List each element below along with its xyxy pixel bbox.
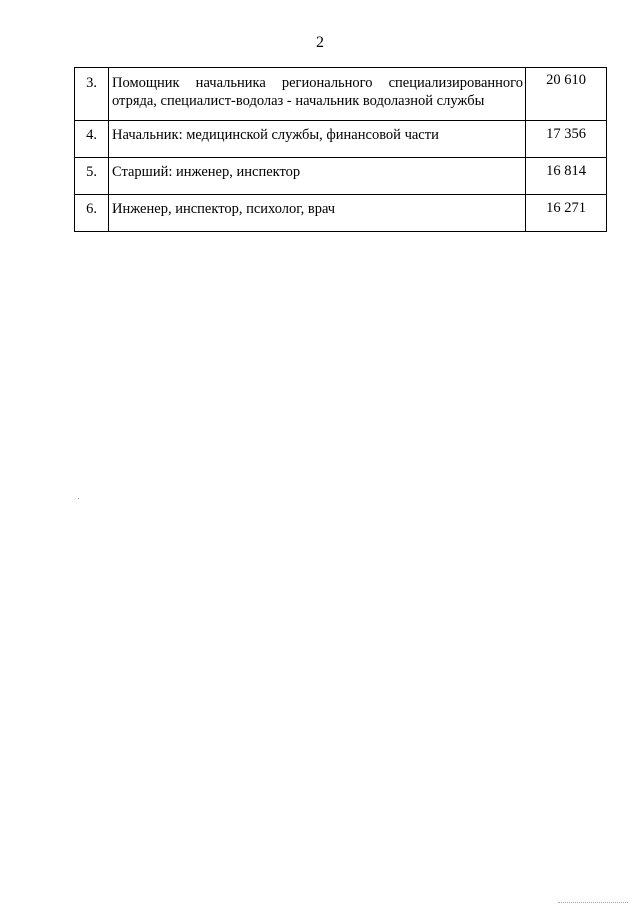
salary-value: 16 814 [526,158,607,195]
scan-edge-marks [558,901,628,903]
page-number: 2 [316,34,324,51]
position-title: Помощник начальника регионального специализированного отряда, специалист-водолаз - начальник водолазной службы [109,68,526,121]
row-number: 4. [75,121,109,158]
salary-value: 20 610 [526,68,607,121]
salary-value: 17 356 [526,121,607,158]
position-salary-table [74,67,607,232]
salary-value: 16 271 [526,195,607,232]
table-row [75,158,607,195]
row-number: 3. [75,68,109,121]
position-title: Начальник: медицинской службы, финансовой части [109,121,526,158]
table-row [75,195,607,232]
table-row [75,121,607,158]
position-title: Старший: инженер, инспектор [109,158,526,195]
row-number: 5. [75,158,109,195]
table-row [75,68,607,121]
scan-speck [78,498,79,499]
row-number: 6. [75,195,109,232]
position-title: Инженер, инспектор, психолог, врач [109,195,526,232]
